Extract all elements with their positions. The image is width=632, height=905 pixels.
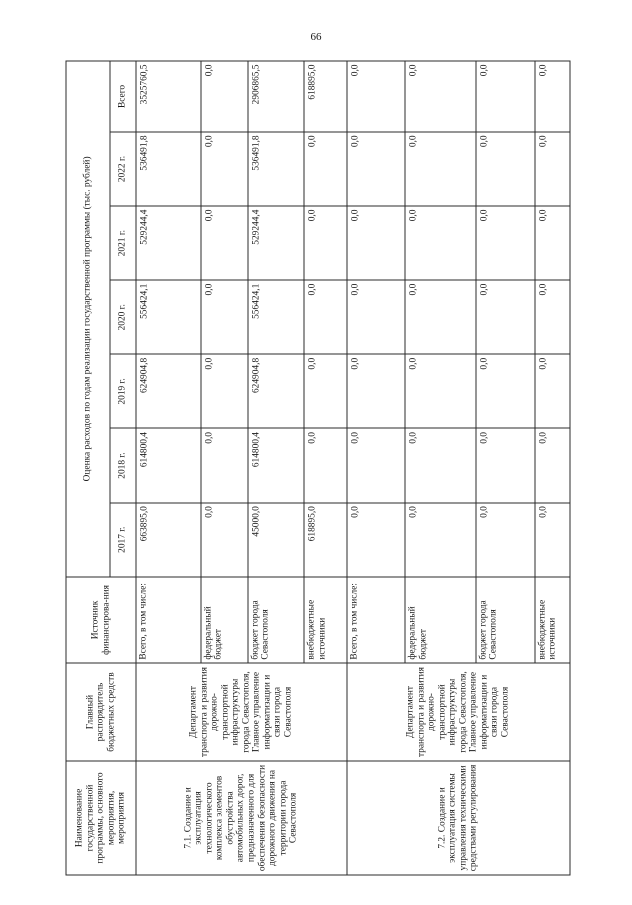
table-row — [136, 61, 201, 875]
value-cell: 0,0 — [535, 132, 570, 206]
value-cell: 0,0 — [405, 354, 476, 428]
header-year: 2017 г. — [110, 503, 136, 577]
value-cell: 0,0 — [405, 61, 476, 132]
value-cell: 0,0 — [201, 503, 248, 577]
value-cell: 0,0 — [201, 354, 248, 428]
value-cell: 3525760,5 — [136, 61, 201, 132]
value-cell: 0,0 — [347, 354, 406, 428]
value-cell: 0,0 — [201, 280, 248, 354]
budget-administrator: Департамент транспорта и развития дорожно-транспортной инфраструктуры города Севастополя, Главное управление информатизации и связи города Севастополя — [347, 663, 571, 761]
funding-source: внебюджетные источники — [304, 577, 346, 663]
value-cell: 556424,1 — [136, 280, 201, 354]
value-cell: 0,0 — [304, 280, 346, 354]
value-cell: 614800,4 — [136, 429, 201, 503]
value-cell: 536491,8 — [248, 132, 304, 206]
measure-name: 7.2. Создание и эксплуатация системы управления техническими средствами регулирования — [347, 761, 571, 875]
value-cell: 0,0 — [535, 503, 570, 577]
value-cell: 0,0 — [201, 132, 248, 206]
header-year: 2022 г. — [110, 132, 136, 206]
header-name: Наименование государственной программы, основного мероприятия, мероприятия — [66, 761, 136, 875]
value-cell: 624904,8 — [136, 354, 201, 428]
value-cell: 0,0 — [347, 503, 406, 577]
header-source: Источник финансирова-ния — [66, 577, 136, 663]
budget-administrator: Департамент транспорта и развития дорожно-транспортной инфраструктуры города Севастополя, Главное управление информатизации и связи города Севастополя — [136, 663, 347, 761]
value-cell: 2906865,5 — [248, 61, 304, 132]
value-cell: 0,0 — [535, 429, 570, 503]
value-cell: 0,0 — [347, 429, 406, 503]
value-cell: 618895,0 — [304, 503, 346, 577]
funding-source: бюджет города Севастополя — [248, 577, 304, 663]
funding-source: Всего, в том числе: — [347, 577, 406, 663]
value-cell: 0,0 — [535, 280, 570, 354]
funding-source: Всего, в том числе: — [136, 577, 201, 663]
funding-source: федеральный бюджет — [405, 577, 476, 663]
value-cell: 529244,4 — [136, 206, 201, 280]
value-cell: 0,0 — [535, 354, 570, 428]
value-cell: 536491,8 — [136, 132, 201, 206]
value-cell: 556424,1 — [248, 280, 304, 354]
value-cell: 0,0 — [405, 503, 476, 577]
header-admin: Главный распорядитель бюджетных средств — [66, 663, 136, 761]
value-cell: 0,0 — [347, 206, 406, 280]
value-cell: 663895,0 — [136, 503, 201, 577]
table-row — [347, 61, 406, 875]
value-cell: 614800,4 — [248, 429, 304, 503]
value-cell: 0,0 — [405, 206, 476, 280]
value-cell: 0,0 — [201, 61, 248, 132]
value-cell: 0,0 — [304, 132, 346, 206]
value-cell: 0,0 — [535, 61, 570, 132]
rotated-table-frame — [66, 61, 571, 876]
value-cell: 0,0 — [476, 132, 535, 206]
value-cell: 0,0 — [476, 280, 535, 354]
funding-source: федеральный бюджет — [201, 577, 248, 663]
rotated-table-area — [66, 61, 571, 876]
value-cell: 45000,0 — [248, 503, 304, 577]
header-year: 2019 г. — [110, 354, 136, 428]
funding-source: внебюджетные источники — [535, 577, 570, 663]
value-cell: 0,0 — [476, 354, 535, 428]
value-cell: 0,0 — [476, 429, 535, 503]
financing-table — [66, 61, 571, 876]
value-cell: 0,0 — [347, 61, 406, 132]
value-cell: 618895,0 — [304, 61, 346, 132]
header-year: 2018 г. — [110, 429, 136, 503]
value-cell: 0,0 — [201, 429, 248, 503]
value-cell: 0,0 — [405, 429, 476, 503]
value-cell: 0,0 — [405, 280, 476, 354]
value-cell: 624904,8 — [248, 354, 304, 428]
value-cell: 0,0 — [304, 206, 346, 280]
header-year: 2021 г. — [110, 206, 136, 280]
value-cell: 0,0 — [201, 206, 248, 280]
funding-source: бюджет города Севастополя — [476, 577, 535, 663]
value-cell: 0,0 — [304, 429, 346, 503]
header-total: Всего — [110, 61, 136, 132]
value-cell: 529244,4 — [248, 206, 304, 280]
value-cell: 0,0 — [347, 280, 406, 354]
header-year: 2020 г. — [110, 280, 136, 354]
value-cell: 0,0 — [476, 206, 535, 280]
value-cell: 0,0 — [405, 132, 476, 206]
value-cell: 0,0 — [535, 206, 570, 280]
page-number: 66 — [310, 31, 322, 43]
value-cell: 0,0 — [304, 354, 346, 428]
value-cell: 0,0 — [476, 503, 535, 577]
value-cell: 0,0 — [347, 132, 406, 206]
measure-name: 7.1. Создание и эксплуатация технологического комплекса элементов обустройства автомобильных дорог, предназначенного для обеспечения безопасности дорожного движения на территории города Севастополя — [136, 761, 347, 875]
value-cell: 0,0 — [476, 61, 535, 132]
header-estimate: Оценка расходов по годам реализации государственной программы (тыс. рублей) — [66, 61, 110, 577]
